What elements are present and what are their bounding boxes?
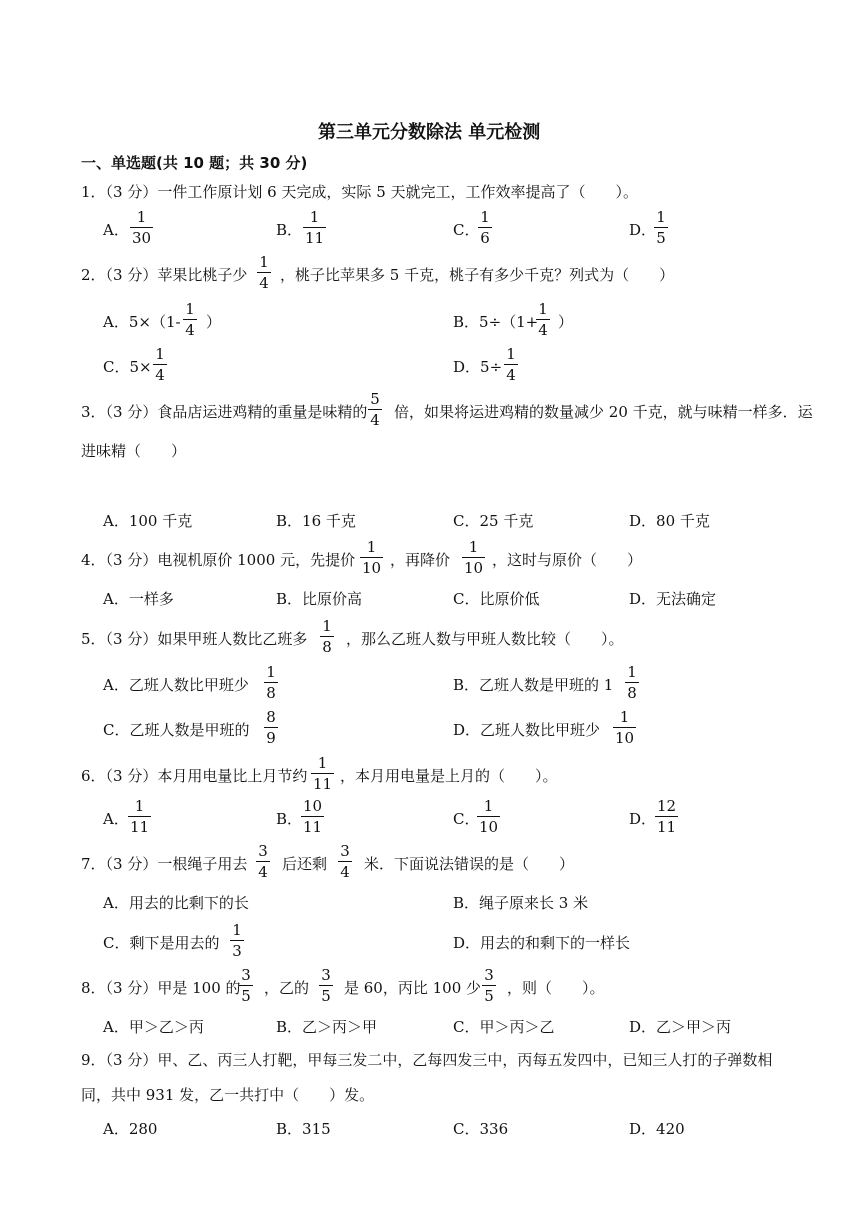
q7-option-c-label: C．剩下是用去的 — [103, 934, 220, 952]
q5-option-c-label: C．乙班人数是甲班的 — [103, 721, 250, 739]
q9-option-a: A．280 — [103, 1120, 158, 1138]
question-1-stem: 1．（3 分）一件工作原计划 6 天完成，实际 5 天就完工，工作效率提高了（ ）。 — [81, 183, 639, 201]
q2-option-d-label: D．5÷ — [453, 358, 503, 376]
q6-option-c-label: C． — [453, 810, 480, 828]
question-4-stem-c: ，这时与原价（ ） — [492, 551, 643, 569]
q8-stem-fraction-1: 3 5 — [239, 966, 253, 1005]
q2-stem-fraction: 1 4 — [257, 253, 271, 292]
q4-option-c: C．比原价低 — [453, 590, 540, 608]
q8-option-d: D．乙＞甲＞丙 — [629, 1018, 732, 1036]
question-9-stem-a: 9．（3 分）甲、乙、丙三人打靶，甲每三发二中，乙每四发三中，丙每五发四中，已知三人打的子弹数相 — [81, 1051, 773, 1069]
q6-option-a-fraction: 1 11 — [130, 797, 150, 836]
q8-stem-fraction-2: 3 5 — [319, 966, 333, 1005]
q1-option-c-label: C． — [453, 221, 480, 239]
question-6-stem-a: 6．（3 分）本月用电量比上月节约 — [81, 767, 308, 785]
q6-option-a-label: A． — [103, 810, 129, 828]
q1-option-d-label: D． — [629, 221, 657, 239]
question-4-stem-b: ，再降价 — [390, 551, 451, 569]
question-2-stem-a: 2．（3 分）苹果比桃子少 — [81, 266, 248, 284]
q1-option-a-label: A． — [103, 221, 129, 239]
q3-option-a: A．100 千克 — [103, 512, 193, 530]
q2-option-b-end: ） — [558, 313, 574, 331]
q6-option-d-fraction: 12 11 — [657, 797, 677, 836]
q4-option-a: A．一样多 — [103, 590, 174, 608]
q6-option-c-fraction: 1 10 — [479, 797, 499, 836]
q4-option-d: D．无法确定 — [629, 590, 717, 608]
q7-stem-fraction-2: 3 4 — [338, 842, 352, 881]
q2-option-a-end: ） — [206, 313, 222, 331]
q3-stem-fraction: 5 4 — [368, 390, 382, 429]
q7-option-c-fraction: 1 3 — [230, 921, 244, 960]
q6-stem-fraction: 1 11 — [313, 754, 333, 793]
q8-option-c: C．甲＞丙＞乙 — [453, 1018, 555, 1036]
section-heading: 一、单选题(共 10 题；共 30 分) — [81, 154, 308, 172]
q3-option-b: B．16 千克 — [276, 512, 356, 530]
q8-option-b: B．乙＞丙＞甲 — [276, 1018, 378, 1036]
q2-option-c-fraction: 1 4 — [153, 345, 167, 384]
question-3-stem-c: 进味精（ ） — [81, 442, 187, 460]
q1-option-c-fraction: 1 6 — [478, 208, 492, 247]
q3-option-c: C．25 千克 — [453, 512, 534, 530]
question-9-stem-b: 同，共中 931 发，乙一共打中（ ）发。 — [81, 1086, 375, 1104]
q9-option-c: C．336 — [453, 1120, 509, 1138]
q2-option-b-label: B．5÷（1+ — [453, 313, 539, 331]
q1-option-d-fraction: 1 5 — [654, 208, 668, 247]
q5-option-c-fraction: 8 9 — [264, 708, 278, 747]
question-3-stem-a: 3．（3 分）食品店运进鸡精的重量是味精的 — [81, 403, 368, 421]
q6-option-b-fraction: 10 11 — [303, 797, 323, 836]
question-7-stem-a: 7．（3 分）一根绳子用去 — [81, 855, 248, 873]
question-5-stem-b: ，那么乙班人数与甲班人数比较（ ）。 — [346, 630, 624, 648]
q6-option-b-label: B． — [276, 810, 303, 828]
q1-option-a-fraction: 1 30 — [132, 208, 152, 247]
question-7-stem-b: 后还剩 — [282, 855, 328, 873]
q7-stem-fraction-1: 3 4 — [256, 842, 270, 881]
q4-stem-fraction-1: 1 10 — [362, 538, 382, 577]
q2-option-a-label: A．5×（1- — [103, 313, 181, 331]
q1-option-b-fraction: 1 11 — [305, 208, 325, 247]
question-8-stem-b: ，乙的 — [264, 979, 310, 997]
q5-option-b-label: B．乙班人数是甲班的 1 — [453, 676, 614, 694]
q7-option-d: D．用去的和剩下的一样长 — [453, 934, 631, 952]
q3-option-d: D．80 千克 — [629, 512, 710, 530]
q5-option-a-label: A．乙班人数比甲班少 — [103, 676, 249, 694]
q4-option-b: B．比原价高 — [276, 590, 363, 608]
q9-option-d: D．420 — [629, 1120, 685, 1138]
q2-option-a-fraction: 1 4 — [183, 300, 197, 339]
q6-option-d-label: D． — [629, 810, 657, 828]
q5-option-a-fraction: 1 8 — [264, 663, 278, 702]
q5-option-d-fraction: 1 10 — [615, 708, 635, 747]
question-8-stem-d: ，则（ ）。 — [507, 979, 605, 997]
question-8-stem-a: 8．（3 分）甲是 100 的 — [81, 979, 241, 997]
page-title: 第三单元分数除法 单元检测 — [318, 122, 541, 143]
q8-option-a: A．甲＞乙＞丙 — [103, 1018, 204, 1036]
question-4-stem-a: 4．（3 分）电视机原价 1000 元，先提价 — [81, 551, 356, 569]
question-5-stem-a: 5．（3 分）如果甲班人数比乙班多 — [81, 630, 308, 648]
question-6-stem-b: ，本月用电量是上月的（ ）。 — [340, 767, 558, 785]
q2-option-c-label: C．5× — [103, 358, 152, 376]
question-8-stem-c: 是 60，丙比 100 少 — [344, 979, 482, 997]
q1-option-b-label: B． — [276, 221, 303, 239]
q9-option-b: B．315 — [276, 1120, 331, 1138]
q5-option-d-label: D．乙班人数比甲班少 — [453, 721, 601, 739]
q5-option-b-fraction: 1 8 — [625, 663, 639, 702]
q7-option-a: A．用去的比剩下的长 — [103, 894, 249, 912]
q4-stem-fraction-2: 1 10 — [464, 538, 484, 577]
question-2-stem-b: ，桃子比苹果多 5 千克，桃子有多少千克？列式为（ ） — [280, 266, 675, 284]
question-7-stem-c: 米．下面说法错误的是（ ） — [364, 855, 575, 873]
q8-stem-fraction-3: 3 5 — [482, 966, 496, 1005]
q7-option-b: B．绳子原来长 3 米 — [453, 894, 589, 912]
q5-stem-fraction: 1 8 — [320, 617, 334, 656]
question-3-stem-b: 倍，如果将运进鸡精的数量减少 20 千克，就与味精一样多．运 — [394, 403, 813, 421]
q2-option-b-fraction: 1 4 — [536, 300, 550, 339]
q2-option-d-fraction: 1 4 — [504, 345, 518, 384]
